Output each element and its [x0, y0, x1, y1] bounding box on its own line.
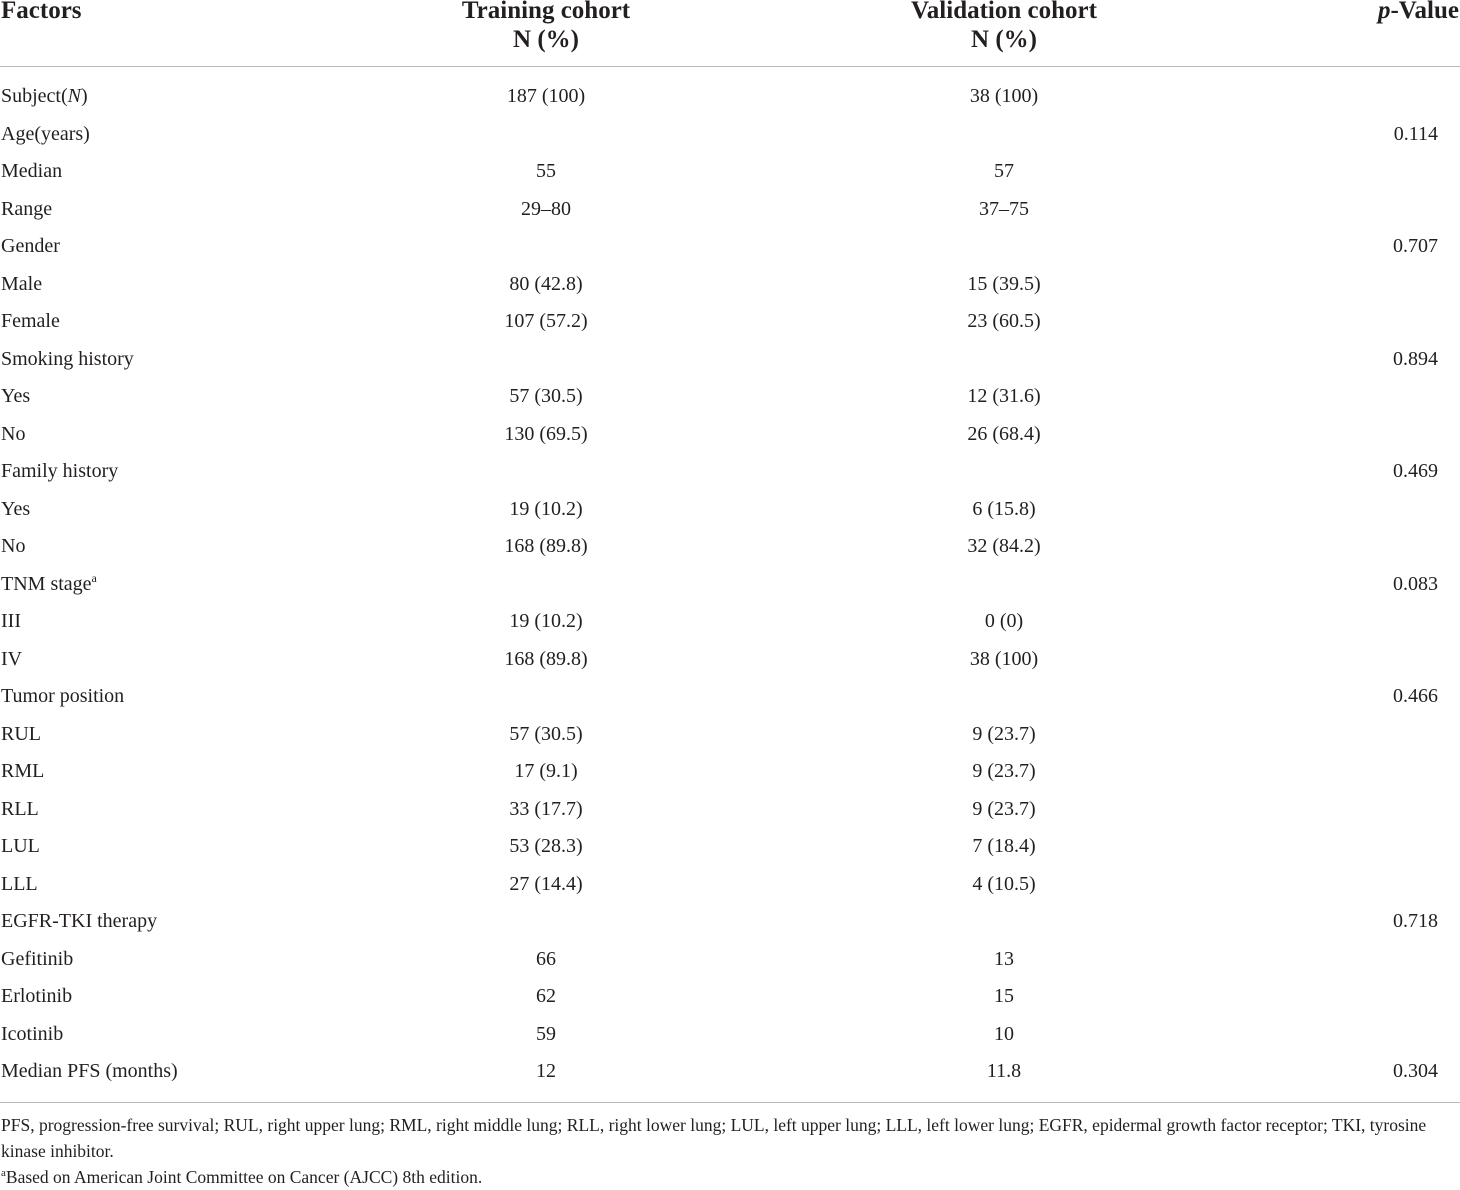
cell-factor [1, 678, 124, 716]
cell-factor [1, 753, 44, 791]
factor-label: EGFR-TKI therapy [1, 910, 158, 932]
cell-training: 17 (9.1) [514, 760, 578, 782]
cell-training: 59 [536, 1022, 556, 1045]
cell-training: 19 (10.2) [509, 497, 583, 520]
cell-training: 130 (69.5) [504, 422, 588, 445]
cell-factor [1, 453, 118, 491]
table-header [0, 0, 1460, 67]
cell-validation: 32 (84.2) [967, 535, 1041, 557]
cell-factor [1, 191, 52, 229]
ajcc-note-text: Based on American Joint Committee on Cancer (AJCC) 8th edition. [5, 1167, 483, 1187]
factor-label: Erlotinib [1, 985, 73, 1007]
cell-factor [1, 791, 39, 829]
table-row [0, 416, 1460, 454]
table-row [0, 528, 1460, 566]
cell-training: 29–80 [521, 197, 571, 220]
factor-label: RLL [1, 797, 39, 820]
cell-validation: 7 (18.4) [972, 835, 1036, 857]
header-p-value [1378, 0, 1459, 25]
table-row [0, 116, 1460, 154]
cell-validation: 38 (100) [969, 647, 1039, 670]
cell-factor [1, 828, 40, 866]
cell-p-value: 0.466 [1393, 685, 1438, 707]
table-row [0, 641, 1460, 679]
table-row [0, 566, 1460, 604]
table-row [0, 866, 1460, 904]
cell-validation: 0 (0) [984, 610, 1024, 632]
cell-validation: 9 (23.7) [972, 760, 1036, 782]
table-row [0, 453, 1460, 491]
factor-label: RUL [1, 722, 41, 745]
cell-p-value: 0.894 [1393, 347, 1438, 370]
factor-label: Smoking history [1, 347, 134, 370]
cell-factor [1, 228, 60, 266]
cell-p-value: 0.718 [1393, 910, 1438, 932]
cell-validation: 9 (23.7) [972, 797, 1036, 820]
cell-factor [1, 78, 88, 116]
factor-label: Tumor position [1, 685, 125, 707]
factor-label: Range [1, 197, 53, 220]
cell-factor [1, 303, 60, 341]
header-factors: Factors [1, 0, 82, 24]
cell-training: 53 (28.3) [509, 835, 583, 857]
table-row [0, 228, 1460, 266]
table-row [0, 153, 1460, 191]
table-row [0, 491, 1460, 529]
table-row [0, 1016, 1460, 1054]
cell-factor [1, 266, 42, 304]
factor-label: No [1, 422, 26, 445]
cell-validation: 9 (23.7) [972, 722, 1036, 745]
factor-label: TNM stage [1, 572, 92, 595]
cell-validation: 37–75 [979, 197, 1029, 220]
table-row [0, 828, 1460, 866]
table-row [0, 78, 1460, 116]
cell-validation: 15 [994, 985, 1014, 1007]
cell-validation: 57 [994, 160, 1014, 182]
cell-factor [1, 341, 134, 379]
cell-training: 168 (89.8) [504, 647, 588, 670]
cell-factor [1, 641, 22, 679]
factor-label: LLL [1, 872, 38, 895]
footnote-divider [0, 1102, 1460, 1103]
factor-label: Male [1, 272, 43, 295]
cell-validation: 26 (68.4) [967, 422, 1041, 445]
cell-factor [1, 378, 30, 416]
cell-training: 55 [536, 160, 556, 182]
factor-label: Female [1, 310, 60, 332]
table-body [0, 78, 1460, 1091]
factor-label: Family history [1, 460, 119, 482]
cell-training: 168 (89.8) [504, 535, 588, 557]
table-row [0, 603, 1460, 641]
cell-factor [1, 1016, 63, 1054]
cell-training: 187 (100) [506, 85, 586, 107]
header-p-rest: -Value [1390, 0, 1459, 24]
header-p-italic: p [1377, 0, 1391, 24]
table-row [0, 191, 1460, 229]
table-row [0, 716, 1460, 754]
cell-factor [1, 416, 25, 454]
cell-training: 33 (17.7) [509, 797, 583, 820]
factor-label: Median PFS (months) [1, 1060, 178, 1082]
factor-label: Subject( [1, 85, 68, 107]
table-row [0, 791, 1460, 829]
cell-p-value: 0.707 [1393, 235, 1438, 257]
factor-label: LUL [1, 835, 40, 857]
ajcc-note [1, 1164, 1456, 1190]
factor-label: Icotinib [1, 1022, 64, 1045]
cell-factor [1, 866, 38, 904]
cell-factor [1, 978, 72, 1016]
abbreviations-note: PFS, progression-free survival; RUL, right upper lung; RML, right middle lung; RLL, right lower lung; LUL, left upper lung; LLL, left lower lung; EGFR, epidermal growth factor receptor; TKI, tyrosine kinase inhibitor. [1, 1115, 1427, 1161]
header-validation-title: Validation cohort [911, 0, 1097, 24]
table-row [0, 266, 1460, 304]
header-validation-cohort [804, 0, 1204, 54]
cell-factor [1, 153, 62, 191]
table-row [0, 341, 1460, 379]
table-row [0, 303, 1460, 341]
cell-factor [1, 903, 157, 941]
cell-factor [1, 716, 41, 754]
factor-label: No [1, 535, 26, 557]
table-row [0, 978, 1460, 1016]
factor-label: Gefitinib [1, 947, 74, 970]
cell-validation: 6 (15.8) [972, 497, 1036, 520]
cell-validation: 13 [994, 947, 1014, 970]
cell-factor [1, 491, 30, 529]
cell-training: 107 (57.2) [504, 310, 588, 332]
factor-label: Gender [1, 235, 60, 257]
cell-training: 57 (30.5) [509, 385, 583, 407]
cell-validation: 11.8 [986, 1060, 1022, 1082]
table-row [0, 1053, 1460, 1091]
factor-italic: N [67, 85, 81, 107]
table-row [0, 753, 1460, 791]
header-training-unit: N (%) [513, 26, 579, 53]
cell-validation: 10 [994, 1022, 1014, 1045]
cell-p-value: 0.114 [1393, 122, 1438, 145]
factor-label: Age(years) [1, 122, 90, 145]
factor-suffix: ) [81, 85, 88, 107]
header-training-title: Training cohort [461, 0, 631, 24]
table-footnotes [1, 1112, 1456, 1190]
table-row [0, 903, 1460, 941]
factor-label: Yes [1, 385, 31, 407]
factor-label: RML [1, 760, 45, 782]
cell-training: 27 (14.4) [509, 872, 583, 895]
table-row [0, 378, 1460, 416]
factor-label: III [1, 610, 21, 632]
cell-training: 57 (30.5) [509, 722, 583, 745]
factor-label: Yes [1, 497, 31, 520]
cell-training: 12 [536, 1060, 556, 1082]
header-validation-unit: N (%) [971, 26, 1037, 53]
cell-validation: 4 (10.5) [972, 872, 1036, 895]
cell-p-value: 0.304 [1393, 1060, 1438, 1082]
factor-label: Median [1, 160, 63, 182]
cell-factor [1, 603, 21, 641]
factor-footnote-marker: a [91, 570, 97, 585]
cell-validation: 12 (31.6) [967, 385, 1041, 407]
cell-factor [1, 1053, 178, 1091]
cell-validation: 38 (100) [969, 85, 1039, 107]
cell-factor [1, 528, 25, 566]
cell-factor [1, 941, 73, 979]
ajcc-note-marker: a [1, 1167, 6, 1179]
cell-training: 80 (42.8) [509, 272, 583, 295]
cell-validation: 23 (60.5) [967, 310, 1041, 332]
cell-factor [1, 566, 97, 604]
cell-factor [1, 116, 90, 154]
cell-p-value: 0.083 [1393, 572, 1438, 595]
factor-label: IV [1, 647, 23, 670]
cell-validation: 15 (39.5) [967, 272, 1041, 295]
table-row [0, 678, 1460, 716]
table-row [0, 941, 1460, 979]
header-training-cohort [346, 0, 746, 54]
cell-p-value: 0.469 [1393, 460, 1438, 482]
cell-training: 66 [536, 947, 556, 970]
cell-training: 62 [536, 985, 556, 1007]
cell-training: 19 (10.2) [509, 610, 583, 632]
